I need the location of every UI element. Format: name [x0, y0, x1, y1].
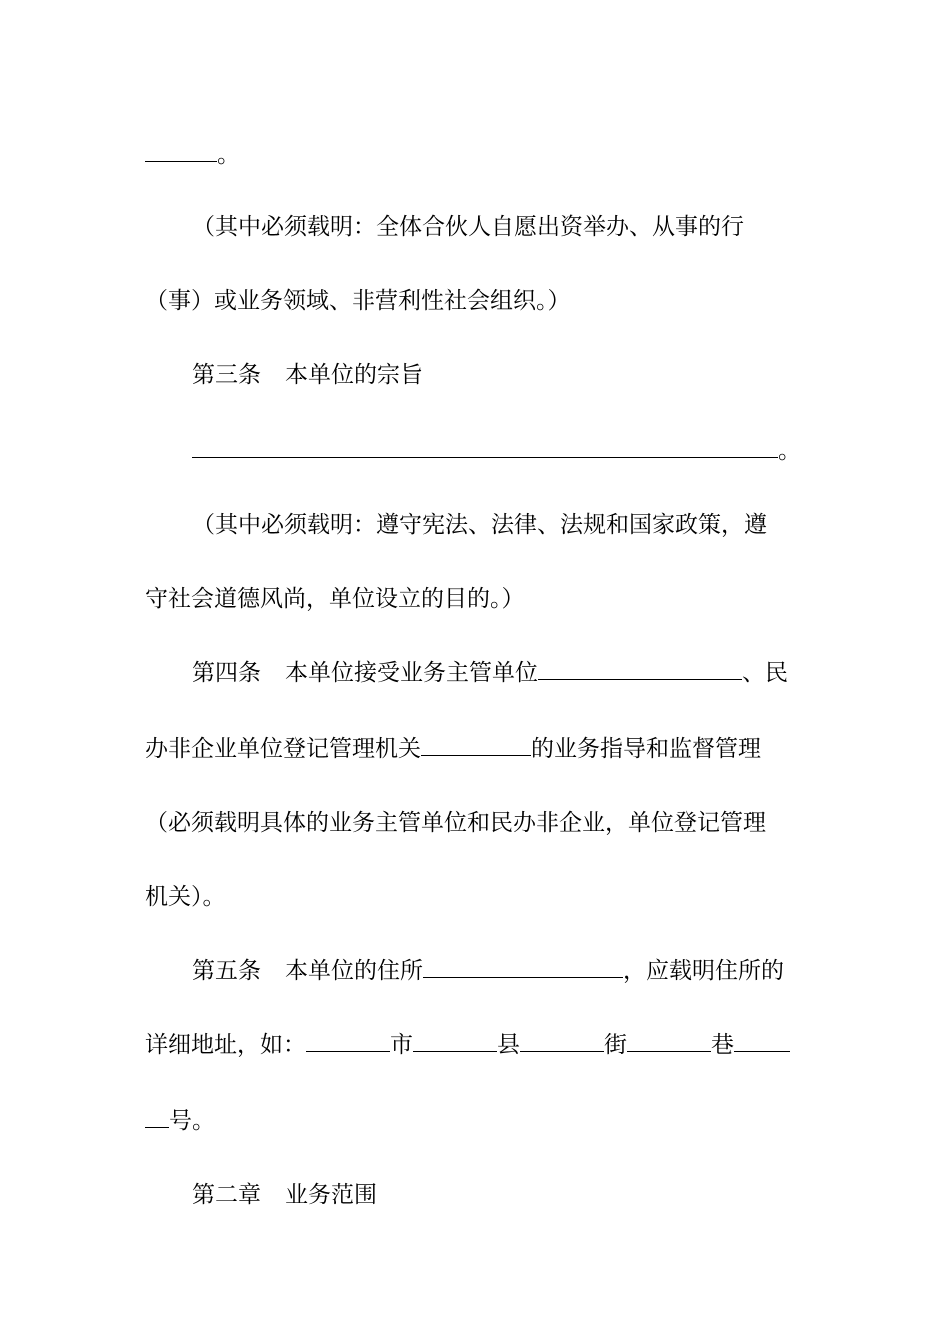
- fill-blank-number: [734, 1031, 790, 1052]
- chapter-title: 业务范围: [285, 1182, 377, 1208]
- article-text: ，应载明住所的: [623, 958, 784, 984]
- address-unit: 号。: [169, 1108, 215, 1134]
- text-line-10: [145, 808, 766, 838]
- text-line-14: [145, 1106, 215, 1136]
- chapter-number: 第二章: [192, 1182, 261, 1208]
- text-line-5: [192, 436, 801, 466]
- article-3-heading: [192, 360, 423, 390]
- text-line-9: [145, 734, 761, 764]
- text-line-7: [145, 584, 525, 614]
- fill-blank-county: [413, 1031, 497, 1052]
- fill-blank-street: [520, 1031, 604, 1052]
- fill-blank: [145, 141, 217, 162]
- note-text: （必须载明具体的业务主管单位和民办非企业，单位登记管理: [145, 810, 766, 836]
- fill-blank-city: [306, 1031, 390, 1052]
- address-unit: 县: [497, 1032, 520, 1058]
- fill-blank: [538, 659, 742, 680]
- punctuation: 。: [778, 438, 801, 464]
- article-text: 本单位接受业务主管单位: [285, 660, 538, 686]
- article-text: 本单位的住所: [285, 958, 423, 984]
- article-text: 、民: [742, 660, 788, 686]
- address-unit: 市: [390, 1032, 413, 1058]
- note-text: 守社会道德风尚，单位设立的目的。）: [145, 586, 525, 612]
- chapter-2-heading: [192, 1180, 377, 1210]
- punctuation: 。: [217, 142, 240, 168]
- article-number: 第五条: [192, 958, 261, 984]
- fill-blank: [423, 957, 623, 978]
- article-number: 第三条: [192, 362, 261, 388]
- fill-blank-lane: [627, 1031, 711, 1052]
- article-number: 第四条: [192, 660, 261, 686]
- article-text: 详细地址，如：: [145, 1032, 306, 1058]
- text-line-3: [145, 286, 571, 316]
- text-line-11: [145, 882, 226, 912]
- article-title: 本单位的宗旨: [285, 362, 423, 388]
- article-5-line: [192, 956, 784, 986]
- text-line-1: [145, 140, 240, 170]
- text-line-6: [192, 510, 767, 540]
- fill-blank: [192, 437, 778, 458]
- address-unit: 巷: [711, 1032, 734, 1058]
- article-text: 办非企业单位登记管理机关: [145, 736, 421, 762]
- note-text: （其中必须载明：遵守宪法、法律、法规和国家政策，遵: [192, 512, 767, 538]
- fill-blank: [421, 735, 531, 756]
- note-text: 机关）。: [145, 884, 226, 910]
- article-text: 的业务指导和监督管理: [531, 736, 761, 762]
- text-line-2: [192, 212, 744, 242]
- article-4-line: [192, 658, 788, 688]
- address-unit: 街: [604, 1032, 627, 1058]
- text-line-13: [145, 1030, 790, 1060]
- note-text: （其中必须载明：全体合伙人自愿出资举办、从事的行: [192, 214, 744, 240]
- fill-blank: [145, 1107, 169, 1128]
- note-text: （事）或业务领域、非营利性社会组织。）: [145, 288, 571, 314]
